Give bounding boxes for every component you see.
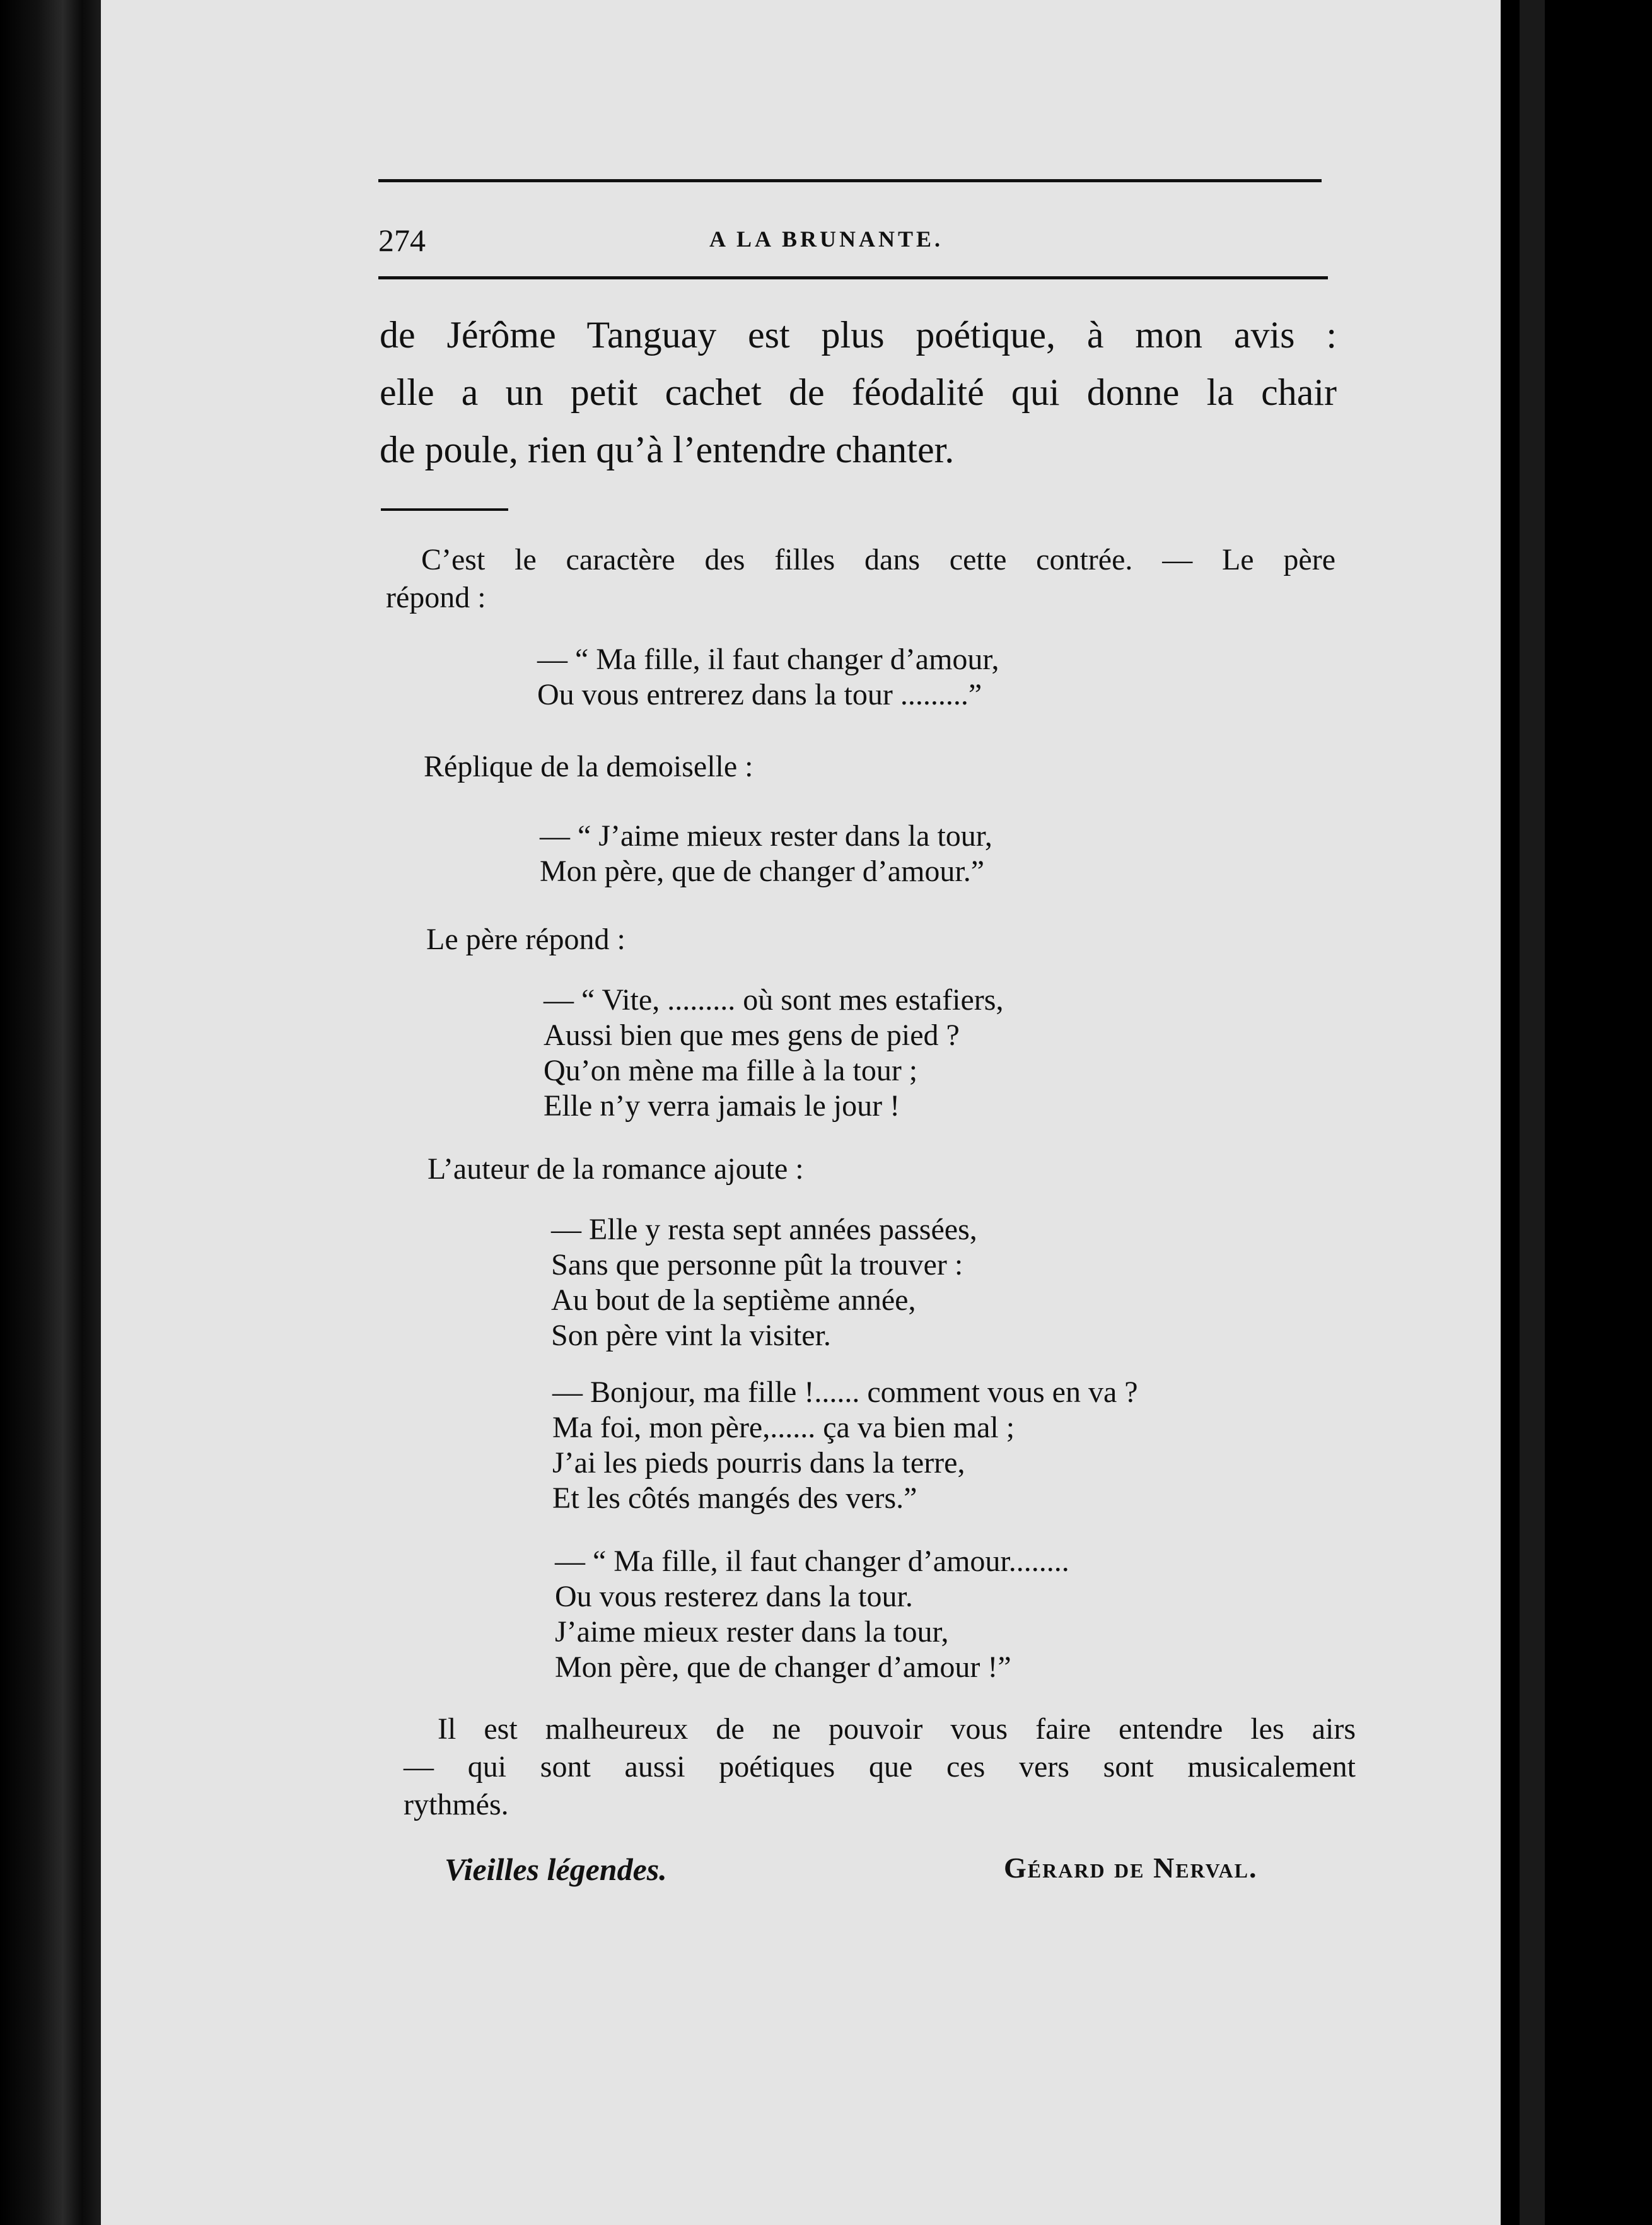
verse-stanza bbox=[537, 642, 999, 713]
verse-line: Et les côtés mangés des vers.” bbox=[552, 1481, 917, 1515]
verse-line: Au bout de la septième année, bbox=[551, 1283, 916, 1317]
header-bottom-rule bbox=[378, 276, 1328, 279]
verse-line: — “ Vite, ......... où sont mes estafiers, bbox=[544, 983, 1004, 1017]
verse-line: — “ J’aime mieux rester dans la tour, bbox=[540, 819, 992, 853]
verse-stanza bbox=[552, 1375, 1138, 1516]
verse-stanza bbox=[551, 1212, 977, 1353]
text-line: rythmés. bbox=[404, 1788, 509, 1821]
verse-line: Qu’on mène ma fille à la tour ; bbox=[544, 1054, 918, 1087]
running-title: A LA BRUNANTE. bbox=[709, 226, 944, 252]
verse-stanza bbox=[540, 819, 992, 889]
verse-line: — “ Ma fille, il faut changer d’amour........ bbox=[555, 1545, 1069, 1578]
verse-stanza bbox=[555, 1544, 1069, 1685]
verse-line: Ma foi, mon père,...... ça va bien mal ; bbox=[552, 1411, 1015, 1444]
dialogue-label: L’auteur de la romance ajoute : bbox=[428, 1152, 804, 1186]
text-line: elle a un petit cachet de féodalité qui donne la chair bbox=[380, 371, 1337, 413]
verse-line: Ou vous resterez dans la tour. bbox=[555, 1580, 913, 1613]
header-top-rule bbox=[378, 179, 1322, 182]
section-divider bbox=[381, 508, 508, 511]
verse-stanza bbox=[544, 983, 1003, 1124]
intro-paragraph bbox=[386, 541, 1335, 617]
verse-line: Mon père, que de changer d’amour !” bbox=[555, 1650, 1011, 1684]
book-binding bbox=[0, 0, 101, 2225]
opening-paragraph bbox=[380, 307, 1337, 479]
dialogue-label: Réplique de la demoiselle : bbox=[424, 750, 753, 783]
dialogue-label: Le père répond : bbox=[426, 923, 625, 956]
verse-line: — “ Ma fille, il faut changer d’amour, bbox=[537, 643, 999, 676]
source-citation: Vieilles légendes. bbox=[445, 1852, 667, 1887]
text-line: de poule, rien qu’à l’entendre chanter. bbox=[380, 429, 955, 470]
text-line: répond : bbox=[386, 581, 486, 614]
text-line: C’est le caractère des filles dans cette contrée. — Le père bbox=[421, 543, 1335, 576]
adjacent-page-sliver bbox=[1520, 0, 1545, 2225]
text-line: — qui sont aussi poétiques que ces vers sont musicalement bbox=[404, 1750, 1356, 1784]
verse-line: — Bonjour, ma fille !...... comment vous en va ? bbox=[552, 1375, 1138, 1409]
verse-line: Aussi bien que mes gens de pied ? bbox=[544, 1019, 960, 1052]
verse-line: Son père vint la visiter. bbox=[551, 1319, 831, 1352]
verse-line: — Elle y resta sept années passées, bbox=[551, 1213, 977, 1246]
verse-line: Mon père, que de changer d’amour.” bbox=[540, 855, 985, 888]
author-name: Gérard de Nerval. bbox=[1004, 1852, 1258, 1884]
page-right-edge bbox=[1501, 0, 1652, 2225]
text-line: de Jérôme Tanguay est plus poétique, à mon avis : bbox=[380, 314, 1337, 356]
verse-line: Sans que personne pût la trouver : bbox=[551, 1248, 963, 1282]
verse-line: J’aime mieux rester dans la tour, bbox=[555, 1615, 949, 1649]
verse-line: J’ai les pieds pourris dans la terre, bbox=[552, 1446, 965, 1480]
verse-line: Ou vous entrerez dans la tour .........” bbox=[537, 678, 982, 711]
page-number: 274 bbox=[378, 223, 426, 258]
verse-line: Elle n’y verra jamais le jour ! bbox=[544, 1089, 900, 1123]
text-line: Il est malheureux de ne pouvoir vous faire entendre les airs bbox=[438, 1712, 1356, 1746]
closing-paragraph bbox=[404, 1710, 1356, 1824]
